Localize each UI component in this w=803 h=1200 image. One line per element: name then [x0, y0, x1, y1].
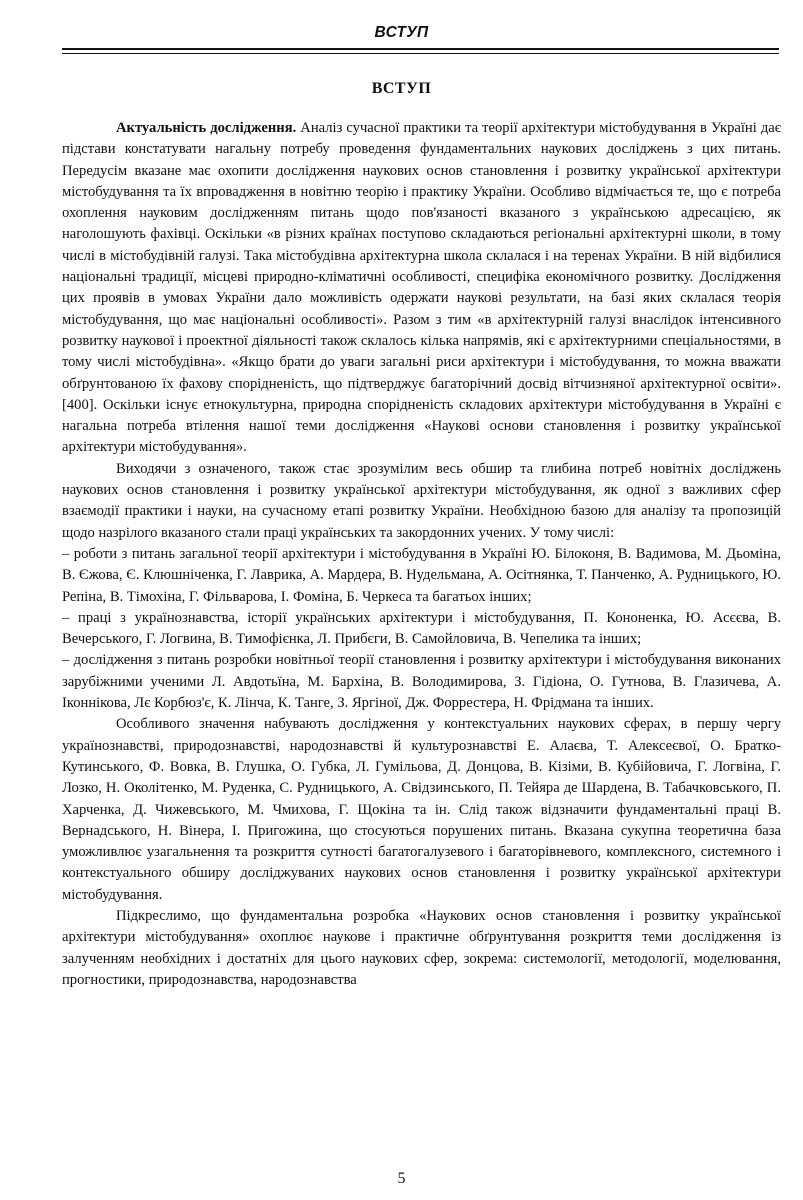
paragraph-text: – роботи з питань загальної теорії архітектури і містобудування в Україні Ю. Білоконя, В. Вадимова, М. Дьоміна, В. Єжова, Є. Клюшніченка, Г. Лаврика, А. Мардера, В. Нудельмана, А. Осітнянка, Т. Панченко, А. Рудницького, Ю. Репіна, В. Тімохіна, Г. Фільварова, І. Фоміна, Б. Черкеса та багатьох інших; [62, 545, 781, 605]
list-item [62, 650, 781, 714]
body-text [62, 118, 781, 991]
chapter-title: ВСТУП [371, 80, 432, 97]
paragraph-text: Підкреслимо, що фундаментальна розробка «Наукових основ становлення і розвитку української архітектури містобудування» охоплює наукове і практичне обґрунтування розкриття теми дослідження із залученням необхідних і достатніх для цього наукових сфер, зокрема: системології, методології, моделювання, прогностики, природознавства, народознавства [62, 907, 781, 988]
paragraph-text: Особливого значення набувають дослідження у контекстуальних наукових сферах, в першу чергу українознавстві, природознавстві, народознавстві й культурознавстві Е. Алаєва, Т. Алексеєвої, О. Братко-Кутинського, Ф. Вовка, В. Глушка, О. Губка, Л. Гумільова, Д. Донцова, В. Кізіми, В. Кубійовича, Г. Логвіна, Г. Лозко, Н. Околітенко, М. Руденка, С. Рудницького, А. Свідзинського, П. Тейяра де Шардена, В. Табачковського, П. Харченка, Д. Чижевського, М. Чмихова, Г. Щокіна та ін. Слід також відзначити фундаментальні праці В. Вернадського, Н. Вінера, І. Пригожина, що стосуються порушених питань. Вказана сукупна теоретична база уможливлює узагальнення та розкриття сутності багатогалузевого і багаторівневого, комплексного, системного і контекстуального обширу досліджуваних наукових основ становлення і розвитку української архітектури містобудування. [62, 716, 781, 903]
paragraph [62, 714, 781, 906]
list-item [62, 608, 781, 651]
running-header: ВСТУП [374, 24, 429, 41]
paragraph [62, 118, 781, 459]
paragraph-text: Виходячи з означеного, також стає зрозумілим весь обшир та глибина потреб новітніх досліджень наукових основ становлення і розвитку української архітектури містобудування, як одної з важливих сфер взаємодії практики і науки, на сучасному етапі розвитку України. Необхідною базою для аналізу та пропозицій щодо назрілого вказаного стали праці українських та закордонних учених. У тому числі: [62, 460, 781, 541]
paragraph [62, 459, 781, 544]
paragraph-lead: Актуальність дослідження. [116, 120, 297, 136]
paragraph [62, 906, 781, 991]
paragraph-text: – праці з українознавства, історії українських архітектури і містобудування, П. Кононенка, Ю. Асєєва, В. Вечерського, Г. Логвина, В. Тимофієнка, Л. Прибєги, В. Самойловича, В. Чепелика та інших; [62, 609, 781, 648]
list-item [62, 544, 781, 608]
header-rule [62, 48, 779, 54]
paragraph-text: – дослідження з питань розробки новітньої теорії становлення і розвитку архітектури і містобудування виконаних зарубіжними ученими Л. Авдотьїна, М. Бархіна, В. Володимирова, З. Гідіона, О. Гутнова, В. Глазичева, А. Іконнікова, Лє Корбюз'є, К. Лінча, К. Танге, З. Яргіної, Дж. Форрестера, Н. Фрідмана та інших. [62, 652, 781, 712]
page-number: 5 [397, 1170, 406, 1187]
paragraph-text: Аналіз сучасної практики та теорії архітектури містобудування в Україні дає підстави констатувати нагальну потребу проведення фундаментальних наукових досліджень з цих питань. Передусім вказане має охопити дослідження наукових основ становлення і розвитку української архітектури містобудування та їх впровадження в новітню теорію і практику України. Особливо відмічається те, що є потреба охоплення науковим дослідженням питань щодо пов'язаності вказаного з українською адресацією, як наголошують фахівці. Оскільки «в різних країнах поступово складаються регіональні архітектурні школи, в тому числі в містобудівній галузі. Така містобудівна архітектурна школа склалася і на теренах України. В ній відбилися національні традиції, місцеві природно-кліматичні особливості, специфіка економічного розвитку. Дослідження цих проявів в умовах України дало можливість одержати наукові результати, на базі яких склалася теорія містобудування, що має національні особливості». Разом з тим «в архітектурній галузі внаслідок інтенсивного розвитку наукової і проектної діяльності також склалось кілька напрямів, які є архітектурними спеціальностями, в тому числі містобудівна». «Якщо брати до уваги загальні риси архітектури і містобудування, то можна вважати обґрунтованою їх фахову спорідненість, що підтверджує багаторічний досвід вітчизняної архітектурної освіти». [400]. Оскільки існує етнокультурна, природна спорідненість складових архітектури містобудування в Україні є нагальна потреба втілення нашої теми дослідження «Наукові основи становлення і розвитку української архітектури містобудування». [62, 120, 782, 456]
